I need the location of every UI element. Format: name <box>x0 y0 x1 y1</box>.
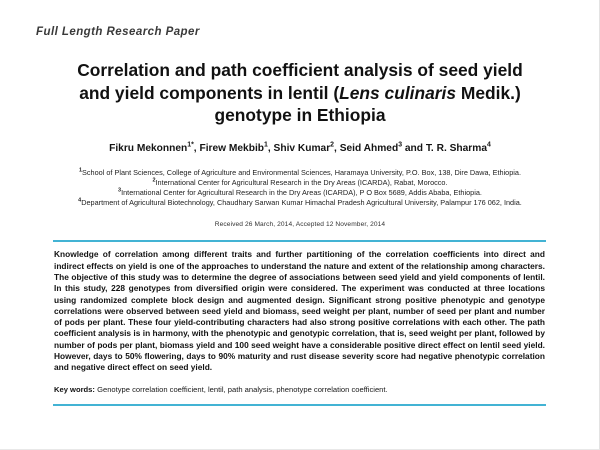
abstract-text: Knowledge of correlation among different traits and further partitioning of the correlation coefficients into direct and indirect effects on yield is one of the approaches to understand the nature and extent of the relationship among characters. The objective of this study was to determine the degree of associations between seed yield and yield components of lentil. In this study, 228 genotypes from diversified origin were considered. The experiment was conducted at three locations using randomized complete block design and augmented design. Significant strong positive phenotypic and genotype correlations were observed between seed yield and biomass, seed weight per plant, number of seed per plant and number of pods per plant. These four yield-contributing characters had also strong positive correlations with each other. The path coefficient analysis is in harmony, with the phenotypic and genotypic correlation, that is, seed weight per plant, followed by number of pods per plant, biomass yield and 100 seed weight have a considerable positive direct effect on lentil seed yield. However, days to 50% flowering, days to 90% maturity and rust disease severity score had negative phenotypic correlation and negative direct effect on seed yield. <box>54 249 545 373</box>
title-species-name: Lens culinaris <box>339 82 457 103</box>
author-entry <box>340 143 426 154</box>
author-list <box>36 142 564 155</box>
keywords <box>53 385 546 395</box>
author-separator: , <box>267 142 274 154</box>
affiliation-marker: 2 <box>152 177 156 184</box>
author-affiliation-marker: 1 <box>264 141 268 149</box>
author-entry <box>109 143 199 154</box>
author-separator: , <box>334 142 340 154</box>
author-name: Shiv Kumar <box>273 142 331 154</box>
author-affiliation-marker: 4 <box>487 141 491 149</box>
affiliation-text: School of Plant Sciences, College of Agriculture and Environmental Sciences, Haramaya University, P.O. Box, 138, Dire Dawa, Ethiopia. <box>82 167 522 177</box>
author-affiliation-marker: 2 <box>330 141 335 149</box>
affiliation-item <box>36 168 564 178</box>
author-separator: and <box>402 142 426 154</box>
author-separator: , <box>193 142 200 154</box>
author-name: Fikru Mekonnen <box>109 142 188 154</box>
author-entry <box>274 143 340 154</box>
running-head: Full Length Research Paper <box>36 26 200 38</box>
author-name: Seid Ahmed <box>339 142 399 154</box>
affiliation-marker: 4 <box>78 197 82 204</box>
abstract-box <box>53 240 546 405</box>
affiliation-text: International Center for Agricultural Research in the Dry Areas (ICARDA), P O Box 5689, Addis Ababa, Ethiopia. <box>121 187 482 197</box>
author-entry <box>199 143 273 154</box>
author-affiliation-marker: 3 <box>398 141 403 149</box>
affiliation-marker: 3 <box>118 187 122 194</box>
title-line-2-pre: and yield components in lentil ( <box>79 82 340 103</box>
title-line-2-post: Medik.) <box>456 82 521 103</box>
page-content <box>36 0 564 406</box>
keywords-label: Key words: <box>54 384 95 394</box>
page-title <box>36 59 564 127</box>
affiliation-item <box>36 198 564 208</box>
title-line-3: genotype in Ethiopia <box>214 105 386 125</box>
keywords-list: Genotype correlation coefficient, lentil, path analysis, phenotype correlation coefficient. <box>97 384 388 394</box>
author-name: Firew Mekbib <box>199 142 265 154</box>
affiliation-text: International Center for Agricultural Research in the Dry Areas (ICARDA), Rabat, Morocco. <box>155 177 448 187</box>
author-name: T. R. Sharma <box>425 142 487 154</box>
affiliation-item <box>36 178 564 188</box>
affiliation-text: Department of Agricultural Biotechnology, Chaudhary Sarwan Kumar Himachal Pradesh Agricultural University, Palampur 176 062, India. <box>81 198 522 208</box>
author-affiliation-marker: 1* <box>187 141 194 149</box>
affiliation-list <box>36 168 564 209</box>
title-line-1: Correlation and path coefficient analysis of seed yield <box>77 60 523 80</box>
affiliation-item <box>36 188 564 198</box>
affiliation-marker: 1 <box>78 167 83 174</box>
author-entry <box>426 143 491 154</box>
received-accepted-dates: Received 26 March, 2014, Accepted 12 November, 2014 <box>214 221 386 229</box>
